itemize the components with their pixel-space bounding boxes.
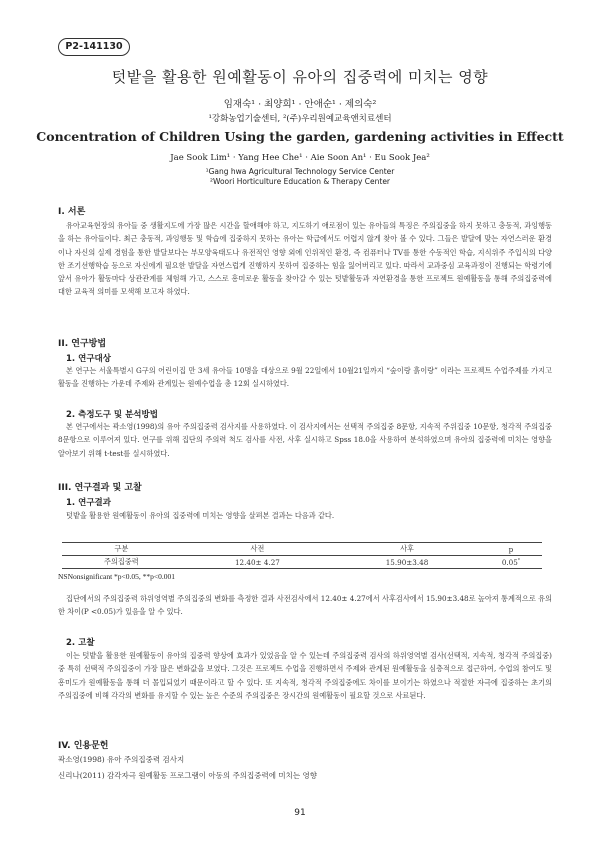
subsection-instruments-heading: 2. 측정도구 및 분석방법 bbox=[66, 410, 158, 420]
table-header-cell: 사후 bbox=[334, 543, 480, 556]
affiliations-korean: ¹강화농업기술센터, ²(주)우리원예교육앤치료센터 bbox=[208, 114, 392, 124]
table-header-row bbox=[62, 543, 542, 556]
section-introduction-text: 유아교육현장의 유아들 중 생활지도에 가장 많은 시간을 할애해야 하고, 지도하기 애로점이 있는 유아들의 특징은 주의집중을 하지 못하고 충동적, 과잉행동을 하는 유아들이다. 최근 충동적, 과잉행동 및 학습에 집중하지 못하는 유아는 학급에서도 어렵지 않게 찾아 볼 수 있다. 그들은 발달에 맞는 자연스러운 환경이나 자신의 실제 경험을 통한 발달보다는 부모양육태도나 유전적인 영향 외에 인위적인 환경, 즉 컴퓨터나 TV를 통한 수동적인 학습, 지식위주 주입식의 다양한 조기선행학습 등으로 자신에게 필요한 발달을 자연스럽게 진행하지 못하여 집중하는 힘을 잃어버리고 있다. 따라서 교과중심 교육과정이 진행되는 학령기에 앞서 유아가 활동마다 상관관계를 체험해 가고, 스스로 흥미로운 활동을 찾아갈 수 있는 텃밭활동과 자연환경을 통한 프로젝트 원예활동을 통해 주의집중력에 대한 교육적 의미를 모색해 보고자 하였다. bbox=[58, 221, 552, 297]
affiliation-english-1: ¹Gang hwa Agricultural Technology Service Center bbox=[205, 167, 395, 176]
subsection-subjects-text: 본 연구는 서울특별시 G구의 어린이집 만 3세 유아들 10명을 대상으로 9월 22일에서 10월21일까지 “숲이랑 흙이랑” 이라는 프로젝트 수업주제를 가지고 활동을 진행하는 가운데 주제와 관계있는 원예수업을 총 12회 실시하였다. bbox=[58, 366, 552, 389]
affiliations-english bbox=[0, 167, 600, 187]
results-table bbox=[62, 542, 542, 569]
table-cell bbox=[480, 556, 542, 569]
table-cell: 15.90±3.48 bbox=[334, 556, 480, 569]
p-value: 0.05 bbox=[501, 557, 518, 567]
subsection-discussion-text: 이는 텃밭을 활용한 원예활동이 유아의 집중력 향상에 효과가 있었음을 알 수 있는데 주의집중력 검사의 하위영역별 검사(선택적, 지속적, 청각적 주의집중)중 특히 선택적 주의집중이 가장 많은 변화값을 보였다. 그것은 프로젝트 수업을 진행하면서 주제와 관계된 원예활동을 심층적으로 접근하여, 수업의 참여도 및 흥미도가 원예활동을 통해 더 몰입되었기 때문이라고 할 수 있다. 또 지속적, 청각적 주의집중에도 차이를 보이기는 하였으나 적절한 자극에 집중하는 초기의 주의집중에 비해 각각의 변화를 유지할 수 있는 높은 수준의 주의집중은 장시간의 원예활동이 필요할 것으로 사료된다. bbox=[58, 651, 552, 700]
significance-marker: * bbox=[517, 558, 520, 564]
title-english: Concentration of Children Using the garden, gardening activities in Effectt bbox=[36, 129, 564, 144]
subsection-discussion-heading: 2. 고찰 bbox=[66, 638, 95, 648]
table-header-cell: 구분 bbox=[62, 543, 181, 556]
page-number: 91 bbox=[294, 808, 306, 818]
section-introduction-heading: I. 서론 bbox=[58, 207, 86, 217]
section-results-heading: III. 연구결과 및 고찰 bbox=[58, 483, 142, 493]
authors-english: Jae Sook Lim¹ · Yang Hee Che¹ · Aie Soon An¹ · Eu Sook Jea² bbox=[170, 153, 430, 163]
subsection-instruments-text: 본 연구에서는 곽소영(1998)의 유아 주의집중력 검사지를 사용하였다. 이 검사지에서는 선택적 주의집중 8문항, 지속적 주위집중 10문항, 청각적 주의집중 8문항으로 이루어져 있다. 연구를 위해 집단의 주의력 척도 검사를 사전, 사후 실시하고 Spss 18.0을 사용하여 분석하였으며 유아의 집중력에 미치는 영향을 알아보기 위해 t-test를 실시하였다. bbox=[58, 422, 552, 458]
table-header-cell: 사전 bbox=[181, 543, 334, 556]
table-cell: 12.40± 4.27 bbox=[181, 556, 334, 569]
section-references-heading: IV. 인용문헌 bbox=[58, 741, 109, 751]
paper-code-badge: P2-141130 bbox=[58, 38, 130, 56]
table-header-cell: p bbox=[480, 543, 542, 556]
subsection-subjects-heading: 1. 연구대상 bbox=[66, 354, 111, 364]
subsection-results-heading: 1. 연구결과 bbox=[66, 498, 111, 508]
table-footnote: NSNonsignificant *p<0.05, **p<0.001 bbox=[58, 572, 175, 581]
authors-korean: 임재숙¹ · 최양희¹ · 안애순¹ · 제의숙² bbox=[223, 99, 377, 110]
results-discussion-text: 집단에서의 주의집중력 하위영역별 주의집중의 변화를 측정한 결과 사전검사에서 12.40± 4.27에서 사후검사에서 15.90±3.48로 높아져 통계적으로 유의한 차이(P <0.05)가 있음을 알 수 있다. bbox=[58, 594, 552, 617]
reference-1: 곽소영(1998) 유아 주의집중력 검사지 bbox=[58, 755, 185, 764]
section-methods-heading: II. 연구방법 bbox=[58, 339, 107, 349]
subsection-results-text: 텃밭을 활용한 원예활동이 유아의 집중력에 미치는 영향을 살펴본 결과는 다음과 같다. bbox=[66, 511, 335, 520]
table-row bbox=[62, 556, 542, 569]
table-cell: 주의집중력 bbox=[62, 556, 181, 569]
title-korean: 텃밭을 활용한 원예활동이 유아의 집중력에 미치는 영향 bbox=[111, 68, 489, 86]
reference-2: 신리나(2011) 감각자극 원예활동 프로그램이 아동의 주의집중력에 미치는 영향 bbox=[58, 771, 317, 780]
affiliation-english-2: ²Woori Horticulture Education & Therapy Center bbox=[209, 177, 391, 186]
